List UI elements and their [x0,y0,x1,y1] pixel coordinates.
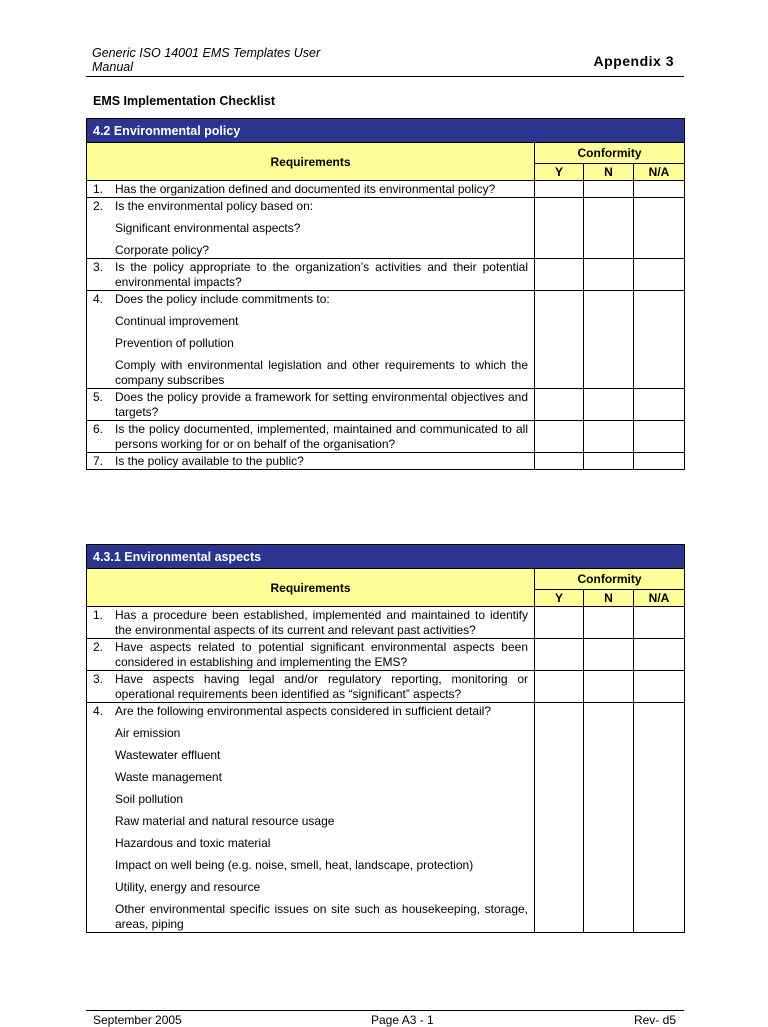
question-number: 2. [93,640,104,654]
checklist-table [86,118,685,470]
footer-revision: Rev- d5 [633,1013,676,1027]
conformity-yes-cell[interactable] [535,671,584,703]
sub-item-text: Prevention of pollution [115,336,234,350]
checklist-row [87,198,685,259]
question-number: 4. [93,292,104,306]
sub-item-text: Raw material and natural resource usage [115,814,335,828]
conformity-no-cell[interactable] [584,703,634,933]
requirement-cell [87,671,535,703]
conformity-no-cell[interactable] [584,671,634,703]
conformity-no-cell[interactable] [584,639,634,671]
conformity-na-cell[interactable] [634,453,685,470]
page-header [86,44,684,77]
sub-item-text: Continual improvement [115,314,239,328]
question-text: Does the policy include commitments to: [115,292,330,306]
question-number: 1. [93,182,104,196]
sub-item-text: Air emission [115,726,181,740]
question-text: Has a procedure been established, implemented and maintained to identify the environmental aspects of its current and relevant past activities? [115,608,528,637]
conformity-no-header: N [584,164,634,181]
question-text: Have aspects having legal and/or regulatory reporting, monitoring or operational requirements been identified as “significant” aspects? [115,672,528,701]
conformity-yes-cell[interactable] [535,453,584,470]
conformity-yes-cell[interactable] [535,291,584,389]
conformity-na-cell[interactable] [634,198,685,259]
question-number: 5. [93,390,104,404]
conformity-no-cell[interactable] [584,259,634,291]
sub-item-text: Impact on well being (e.g. noise, smell, heat, landscape, protection) [115,858,474,872]
checklist-row [87,389,685,421]
requirement-cell [87,421,535,453]
section-title: 4.3.1 Environmental aspects [87,545,685,569]
manual-title: Generic ISO 14001 EMS Templates User Manual [92,46,321,74]
footer-page: Page A3 - 1 [371,1013,434,1027]
question-number: 6. [93,422,104,436]
footer-date: September 2005 [93,1013,182,1027]
conformity-na-header: N/A [634,164,685,181]
conformity-na-cell[interactable] [634,291,685,389]
checklist-row [87,703,685,933]
requirement-cell [87,607,535,639]
conformity-no-cell[interactable] [584,181,634,198]
sub-item-text: Wastewater effluent [115,748,221,762]
conformity-yes-header: Y [535,590,584,607]
conformity-yes-cell[interactable] [535,703,584,933]
conformity-yes-cell[interactable] [535,639,584,671]
requirements-header: Requirements [87,143,535,181]
conformity-header: Conformity [535,143,685,164]
conformity-na-cell[interactable] [634,703,685,933]
checklist-table [86,544,685,933]
conformity-no-cell[interactable] [584,389,634,421]
checklist-row [87,259,685,291]
requirement-cell [87,703,535,933]
question-number: 2. [93,199,104,213]
conformity-na-cell[interactable] [634,421,685,453]
question-text: Is the policy available to the public? [115,454,304,468]
sub-item-text: Soil pollution [115,792,184,806]
conformity-yes-cell[interactable] [535,607,584,639]
conformity-yes-cell[interactable] [535,181,584,198]
checklist-row [87,453,685,470]
conformity-yes-header: Y [535,164,584,181]
requirement-cell [87,259,535,291]
conformity-yes-cell[interactable] [535,389,584,421]
checklist-title: EMS Implementation Checklist [93,94,275,108]
requirement-cell [87,181,535,198]
sub-item-text: Utility, energy and resource [115,880,261,894]
conformity-no-cell[interactable] [584,291,634,389]
conformity-na-cell[interactable] [634,639,685,671]
requirement-cell [87,291,535,389]
conformity-na-cell[interactable] [634,389,685,421]
conformity-na-cell[interactable] [634,181,685,198]
question-text: Are the following environmental aspects considered in sufficient detail? [115,704,491,718]
conformity-yes-cell[interactable] [535,259,584,291]
question-text: Is the environmental policy based on: [115,199,314,213]
question-text: Has the organization defined and documented its environmental policy? [115,182,496,196]
requirement-cell [87,453,535,470]
requirements-header: Requirements [87,569,535,607]
question-number: 1. [93,608,104,622]
question-number: 4. [93,704,104,718]
conformity-na-header: N/A [634,590,685,607]
question-text: Does the policy provide a framework for setting environmental objectives and targets? [115,390,528,419]
conformity-na-cell[interactable] [634,607,685,639]
question-text: Is the policy appropriate to the organization’s activities and their potential environmental impacts? [115,260,528,289]
checklist-row [87,671,685,703]
requirement-cell [87,198,535,259]
conformity-no-cell[interactable] [584,453,634,470]
checklist-row [87,181,685,198]
conformity-no-cell[interactable] [584,607,634,639]
section-title: 4.2 Environmental policy [87,119,685,143]
question-number: 3. [93,260,104,274]
sub-item-text: Significant environmental aspects? [115,221,301,235]
sub-item-text: Corporate policy? [115,243,210,257]
checklist-row [87,639,685,671]
sub-item-text: Waste management [115,770,222,784]
question-text: Have aspects related to potential significant environmental aspects been considered in establishing and implementing the EMS? [115,640,528,669]
question-text: Is the policy documented, implemented, maintained and communicated to all persons working for or on behalf of the organisation? [115,422,528,451]
appendix-label: Appendix 3 [593,53,674,69]
conformity-yes-cell[interactable] [535,421,584,453]
conformity-no-cell[interactable] [584,198,634,259]
requirement-cell [87,639,535,671]
conformity-header: Conformity [535,569,685,590]
checklist-row [87,291,685,389]
requirement-cell [87,389,535,421]
conformity-na-cell[interactable] [634,259,685,291]
question-number: 7. [93,454,104,468]
conformity-no-header: N [584,590,634,607]
conformity-no-cell[interactable] [584,421,634,453]
question-number: 3. [93,672,104,686]
conformity-yes-cell[interactable] [535,198,584,259]
sub-item-text: Comply with environmental legislation and other requirements to which the company subscribes [115,358,528,387]
sub-item-text: Other environmental specific issues on site such as housekeeping, storage, areas, piping [115,902,528,931]
page-footer [86,1010,684,1027]
conformity-na-cell[interactable] [634,671,685,703]
checklist-row [87,607,685,639]
checklist-row [87,421,685,453]
sub-item-text: Hazardous and toxic material [115,836,271,850]
